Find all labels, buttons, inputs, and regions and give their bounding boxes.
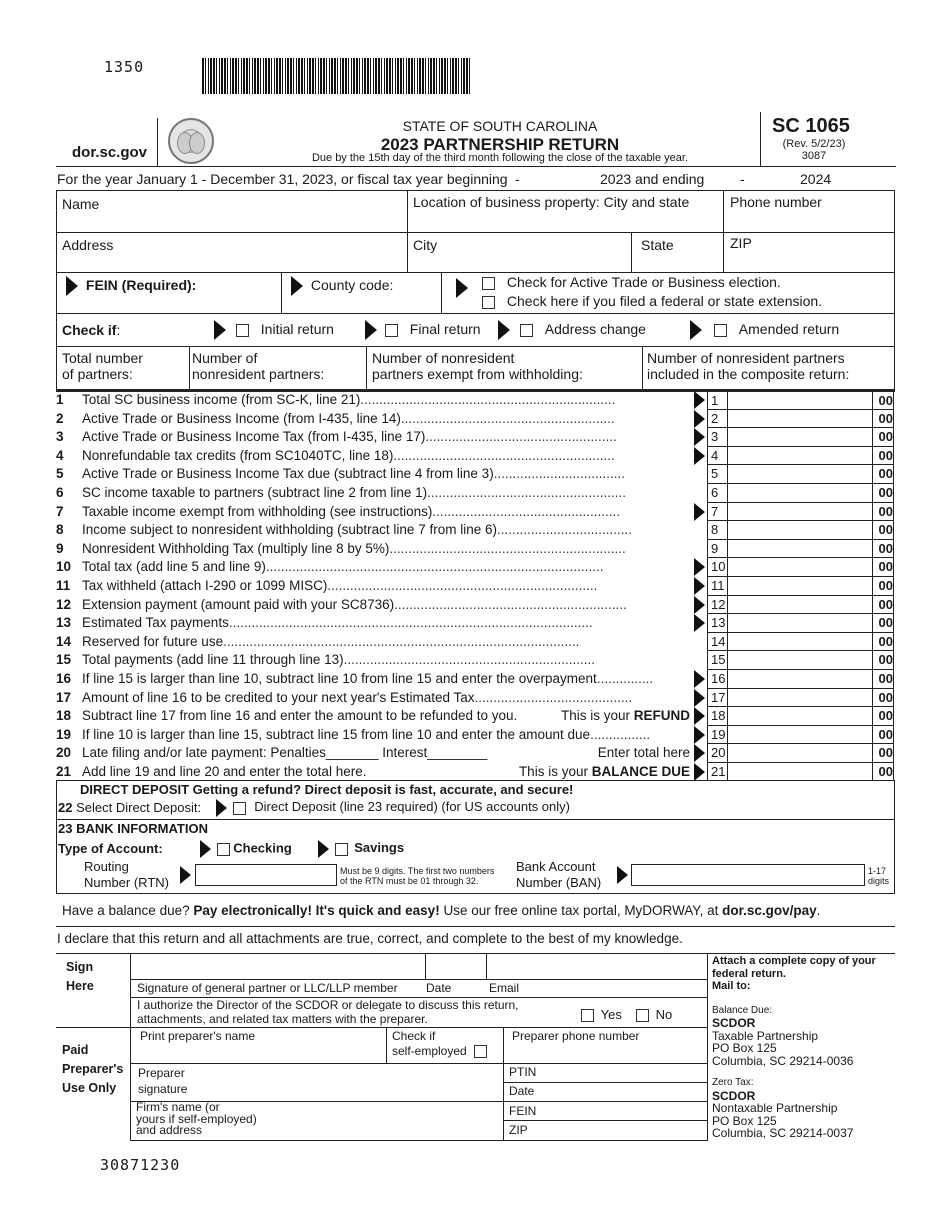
amount-input[interactable] xyxy=(728,465,873,483)
due-note: Due by the 15th day of the third month following the close of the taxable year. xyxy=(311,152,689,164)
arrow-icon xyxy=(498,320,510,340)
county-code-field[interactable]: County code: xyxy=(291,276,393,296)
amount-line-21 xyxy=(707,763,894,782)
arrow-icon xyxy=(694,503,705,521)
amount-input[interactable] xyxy=(728,577,873,595)
form-code-bottom: 30871230 xyxy=(100,1156,181,1174)
end-year[interactable]: 2024 xyxy=(800,171,832,187)
amount-line-6 xyxy=(707,484,894,503)
checking-checkbox[interactable]: Checking xyxy=(200,840,292,858)
phone-field[interactable]: Phone number xyxy=(730,194,822,210)
cents: 00 xyxy=(878,670,893,686)
arrow-icon xyxy=(694,763,705,781)
routing-note: Must be 9 digits. The first two numbers of the RTN must be 01 through 32. xyxy=(340,866,495,886)
amount-line-15 xyxy=(707,651,894,670)
routing-number-input[interactable] xyxy=(195,864,337,886)
website: dor.sc.gov xyxy=(72,144,148,161)
date-label: Date xyxy=(426,981,452,995)
tax-line-6: 6 SC income taxable to partners (subtract line 2 from line 1)..................................................... xyxy=(56,485,626,500)
line-number: 5 xyxy=(708,465,728,483)
arrow-icon xyxy=(66,276,78,296)
amount-input[interactable] xyxy=(728,633,873,651)
line-number: 21 xyxy=(708,763,728,781)
amount-column xyxy=(707,391,894,781)
routing-label: Routing Number (RTN) xyxy=(84,859,169,890)
name-field[interactable]: Name xyxy=(62,196,100,212)
cents: 00 xyxy=(878,503,893,519)
amount-input[interactable] xyxy=(728,503,873,521)
arrow-icon xyxy=(214,320,226,340)
cents: 00 xyxy=(878,633,893,649)
line-number: 11 xyxy=(708,577,728,595)
cents: 00 xyxy=(878,652,893,668)
amended-return-checkbox[interactable]: Amended return xyxy=(690,320,839,340)
checkbox-icon[interactable] xyxy=(385,324,398,337)
mailing-instructions: Attach a complete copy of your federal return. Mail to: Balance Due: SCDOR Taxable Partnership PO Box 125 Columbia, SC 29214-0036 Zero Tax: SCDOR Nontaxable Partnership PO Box 125 Columbia, SC 29214-0037 xyxy=(712,955,876,1140)
amount-line-1 xyxy=(707,391,894,410)
amount-input[interactable] xyxy=(728,392,873,409)
line-number: 19 xyxy=(708,726,728,744)
amount-input[interactable] xyxy=(728,670,873,688)
tax-line-15: 15 Total payments (add line 11 through line 13)................................................................... xyxy=(56,652,595,668)
amount-line-16 xyxy=(707,670,894,689)
amount-line-3 xyxy=(707,428,894,447)
cents: 00 xyxy=(878,763,893,779)
checkbox-icon[interactable] xyxy=(520,324,533,337)
active-trade-checkbox[interactable]: Check for Active Trade or Business election. xyxy=(482,274,781,290)
checkbox-icon[interactable] xyxy=(636,1009,649,1022)
amount-input[interactable] xyxy=(728,410,873,428)
cents: 00 xyxy=(878,745,893,761)
amount-input[interactable] xyxy=(728,726,873,744)
location-field[interactable]: Location of business property: City and state xyxy=(413,194,690,210)
arrow-icon xyxy=(694,689,705,707)
check-if-label: Check if: xyxy=(62,322,121,338)
preparer-signature-field[interactable]: Preparer signature xyxy=(138,1066,188,1096)
state-seal-icon xyxy=(168,118,214,164)
arrow-icon xyxy=(694,447,705,465)
account-number-input[interactable] xyxy=(631,864,865,886)
form-number: 3087 xyxy=(801,150,827,162)
signature-input[interactable] xyxy=(133,954,423,978)
tax-line-8: 8 Income subject to nonresident withholding (subtract line 7 from line 6).................................... xyxy=(56,522,632,538)
tax-line-16: 16 If line 15 is larger than line 10, subtract line 10 from line 15 and enter the overpayment............... xyxy=(56,671,654,686)
amount-input[interactable] xyxy=(728,744,873,762)
pay-link[interactable]: dor.sc.gov/pay xyxy=(722,903,817,918)
line-number: 9 xyxy=(708,540,728,558)
arrow-icon xyxy=(694,670,705,688)
amount-input[interactable] xyxy=(728,651,873,669)
arrow-icon xyxy=(694,726,705,744)
initial-return-checkbox[interactable]: Initial return xyxy=(214,320,334,340)
address-field[interactable]: Address xyxy=(62,237,114,253)
cents: 00 xyxy=(878,540,893,556)
cents: 00 xyxy=(878,577,893,593)
arrow-icon xyxy=(694,410,705,428)
self-employed-checkbox[interactable]: Check if self-employed xyxy=(392,1029,487,1059)
tax-line-9: 9 Nonresident Withholding Tax (multiply line 8 by 5%)............................................................... xyxy=(56,540,626,556)
authorize-yes-checkbox[interactable]: Yes xyxy=(581,1007,622,1022)
amount-line-8 xyxy=(707,521,894,540)
arrow-icon xyxy=(694,707,705,725)
line-number: 20 xyxy=(708,744,728,762)
amount-input[interactable] xyxy=(728,447,873,465)
city-field[interactable]: City xyxy=(413,237,438,253)
arrow-icon xyxy=(365,320,377,340)
tax-line-3: 3 Active Trade or Business Income Tax (from I-435, line 17)................................................... xyxy=(56,429,617,445)
amount-line-12 xyxy=(707,596,894,615)
amount-line-4 xyxy=(707,447,894,466)
line-number: 6 xyxy=(708,484,728,502)
tax-line-4: 4 Nonrefundable tax credits (from SC1040TC, line 18)........................................................... xyxy=(56,447,615,463)
preparer-date-field[interactable]: Date xyxy=(509,1084,535,1098)
tax-line-10: 10 Total tax (add line 5 and line 9).......................................................................................... xyxy=(56,559,604,575)
cents: 00 xyxy=(878,726,893,742)
barcode xyxy=(202,58,470,94)
email-input[interactable] xyxy=(488,954,706,978)
firm-zip-field[interactable]: ZIP xyxy=(509,1123,528,1137)
amount-input[interactable] xyxy=(728,558,873,576)
final-return-checkbox[interactable]: Final return xyxy=(365,320,481,340)
firm-fein-field[interactable]: FEIN xyxy=(509,1104,537,1118)
form-title: 2023 PARTNERSHIP RETURN xyxy=(380,135,620,154)
line-number: 17 xyxy=(708,689,728,707)
amount-line-5 xyxy=(707,465,894,484)
paid-preparer-label: Paid Preparer's Use Only xyxy=(62,1043,124,1095)
form-code-top: 1350 xyxy=(104,58,145,76)
amount-input[interactable] xyxy=(728,484,873,502)
amount-line-20 xyxy=(707,744,894,763)
composite-partners-field[interactable]: Number of nonresident partners included in the composite return: xyxy=(647,350,850,382)
line-number: 15 xyxy=(708,651,728,669)
arrow-icon xyxy=(694,391,705,409)
tax-line-2: 2 Active Trade or Business Income (from I-435, line 14)......................................................... xyxy=(56,410,615,426)
amount-line-18 xyxy=(707,707,894,726)
cents: 00 xyxy=(878,429,893,445)
arrow-icon xyxy=(694,558,705,576)
arrow-icon xyxy=(694,614,705,632)
amount-line-14 xyxy=(707,633,894,652)
nonresident-partners-field[interactable]: Number of nonresident partners: xyxy=(192,350,325,382)
preparer-name-field[interactable]: Print preparer's name xyxy=(140,1029,256,1043)
tax-line-14: 14 Reserved for future use............................................................................................... xyxy=(56,633,580,649)
tax-line-21-suffix: This is your BALANCE DUE xyxy=(518,764,690,779)
arrow-icon xyxy=(291,276,303,296)
arrow-icon xyxy=(694,596,705,614)
arrow-icon xyxy=(200,840,211,858)
sign-here-label: Sign Here xyxy=(66,960,94,993)
line-number: 13 xyxy=(708,614,728,632)
amount-line-19 xyxy=(707,726,894,745)
tax-line-5: 5 Active Trade or Business Income Tax due (subtract line 4 from line 3)................................... xyxy=(56,466,625,482)
arrow-icon xyxy=(617,866,628,884)
signature-label: Signature of general partner or LLC/LLP member xyxy=(137,981,398,995)
email-label: Email xyxy=(489,981,520,995)
arrow-icon xyxy=(694,577,705,595)
cents: 00 xyxy=(878,559,893,575)
begin-dash[interactable]: - xyxy=(515,171,520,187)
tax-line-12: 12 Extension payment (amount paid with your SC8736).............................................................. xyxy=(56,596,627,612)
cents: 00 xyxy=(878,393,893,408)
revision: (Rev. 5/2/23) xyxy=(782,138,846,150)
cents: 00 xyxy=(878,410,893,426)
amount-input[interactable] xyxy=(728,540,873,558)
preparer-phone-field[interactable]: Preparer phone number xyxy=(512,1029,640,1043)
checkbox-icon[interactable] xyxy=(335,843,348,856)
arrow-icon xyxy=(690,320,702,340)
line-number: 7 xyxy=(708,503,728,521)
arrow-icon xyxy=(180,866,191,884)
amount-line-13 xyxy=(707,614,894,633)
amount-input[interactable] xyxy=(728,689,873,707)
tax-line-7: 7 Taxable income exempt from withholding (see instructions).................................................. xyxy=(56,503,620,519)
arrow-icon xyxy=(694,428,705,446)
total-partners-field[interactable]: Total number of partners: xyxy=(62,350,143,382)
tax-line-20-suffix: Enter total here xyxy=(597,745,690,761)
tax-line-11: 11 Tax withheld (attach I-290 or 1099 MISC)........................................................................ xyxy=(56,578,598,593)
tax-year-text: For the year January 1 - December 31, 2023, or fiscal tax year beginning xyxy=(57,171,508,187)
bank-information-heading: 23 BANK INFORMATION xyxy=(58,821,208,836)
arrow-icon xyxy=(216,799,227,817)
amount-input[interactable] xyxy=(728,763,873,781)
line-22: 22 Select Direct Deposit: xyxy=(58,800,202,815)
line-number: 3 xyxy=(708,428,728,446)
authorize-no-checkbox[interactable]: No xyxy=(636,1007,672,1022)
checkbox-icon[interactable] xyxy=(236,324,249,337)
tax-line-13: 13 Estimated Tax payments................................................................................................. xyxy=(56,615,593,631)
checkbox-icon[interactable] xyxy=(217,843,230,856)
fein-field[interactable]: FEIN (Required): xyxy=(66,276,196,296)
form-id: SC 1065 xyxy=(772,115,850,137)
tax-line-17: 17 Amount of line 16 to be credited to your next year's Estimated Tax.......................................... xyxy=(56,689,633,705)
extension-checkbox[interactable]: Check here if you filed a federal or state extension. xyxy=(482,293,822,309)
line-number: 8 xyxy=(708,521,728,539)
firm-name-field[interactable]: Firm's name (or yours if self-employed) and address xyxy=(136,1100,257,1137)
amount-input[interactable] xyxy=(728,707,873,725)
account-type-label: Type of Account: xyxy=(58,841,163,856)
address-change-checkbox[interactable]: Address change xyxy=(498,320,646,340)
cents: 00 xyxy=(878,484,893,500)
checkbox-icon[interactable] xyxy=(474,1045,487,1058)
direct-deposit-checkbox[interactable]: Direct Deposit (line 23 required) (for US accounts only) xyxy=(216,799,570,817)
line-number: 4 xyxy=(708,447,728,465)
savings-checkbox[interactable]: Savings xyxy=(318,840,404,858)
amount-line-9 xyxy=(707,540,894,559)
cents: 00 xyxy=(878,689,893,705)
direct-deposit-heading: DIRECT DEPOSIT Getting a refund? Direct deposit is fast, accurate, and secure! xyxy=(80,782,574,797)
amount-input[interactable] xyxy=(728,614,873,632)
end-dash[interactable]: - xyxy=(740,171,745,187)
authorize-text: I authorize the Director of the SCDOR or delegate to discuss this return, attachments, and related tax matters with the preparer. xyxy=(137,998,519,1026)
state-name: STATE OF SOUTH CAROLINA xyxy=(402,118,598,134)
line-number: 1 xyxy=(708,392,728,409)
zip-field[interactable]: ZIP xyxy=(730,235,752,251)
tax-line-18: 18 Subtract line 17 from line 16 and enter the amount to be refunded to you. xyxy=(56,708,518,724)
tax-line-20: 20 Late filing and/or late payment: Penalties_______ Interest________ xyxy=(56,745,488,761)
checkbox-icon[interactable] xyxy=(482,277,495,290)
amount-line-7 xyxy=(707,503,894,522)
checkbox-icon[interactable] xyxy=(482,296,495,309)
tax-line-18-suffix: This is your REFUND xyxy=(560,708,690,724)
amount-input[interactable] xyxy=(728,428,873,446)
amount-line-10 xyxy=(707,558,894,577)
pay-electronically-notice: Have a balance due? Pay electronically! It's quick and easy! Use our free online tax portal, MyDORWAY, at dor.sc.gov/pay. xyxy=(62,903,821,918)
amount-input[interactable] xyxy=(728,596,873,614)
exempt-partners-field[interactable]: Number of nonresident partners exempt from withholding: xyxy=(372,350,583,382)
checkbox-icon[interactable] xyxy=(714,324,727,337)
cents: 00 xyxy=(878,522,893,538)
arrow-icon xyxy=(318,840,329,858)
line-number: 12 xyxy=(708,596,728,614)
arrow-icon xyxy=(694,744,705,762)
account-note: 1-17 digits xyxy=(868,866,890,886)
cents: 00 xyxy=(878,615,893,631)
tax-line-21: 21 Add line 19 and line 20 and enter the total here. xyxy=(56,764,367,779)
line-number: 16 xyxy=(708,670,728,688)
cents: 00 xyxy=(878,447,893,463)
declaration: I declare that this return and all attachments are true, correct, and complete to the best of my knowledge. xyxy=(57,931,683,946)
cents: 00 xyxy=(878,466,893,482)
cents: 00 xyxy=(878,708,893,724)
tax-line-1: 1 Total SC business income (from SC-K, line 21).................................................................... xyxy=(56,392,616,407)
tax-line-19: 19 If line 10 is larger than line 15, subtract line 15 from line 10 and enter the amount due................ xyxy=(56,726,651,742)
amount-input[interactable] xyxy=(728,521,873,539)
amount-line-2 xyxy=(707,410,894,429)
arrow-icon xyxy=(456,278,468,298)
begin-year[interactable]: 2023 and ending xyxy=(600,171,705,187)
line-number: 14 xyxy=(708,633,728,651)
line-number: 18 xyxy=(708,707,728,725)
ptin-field[interactable]: PTIN xyxy=(509,1065,537,1079)
cents: 00 xyxy=(878,596,893,612)
account-label: Bank Account Number (BAN) xyxy=(516,859,602,890)
checkbox-icon[interactable] xyxy=(233,802,246,815)
checkbox-icon[interactable] xyxy=(581,1009,594,1022)
signature-date-input[interactable] xyxy=(427,954,484,978)
amount-line-17 xyxy=(707,689,894,708)
line-number: 2 xyxy=(708,410,728,428)
state-field[interactable]: State xyxy=(641,237,674,253)
amount-line-11 xyxy=(707,577,894,596)
line-number: 10 xyxy=(708,558,728,576)
